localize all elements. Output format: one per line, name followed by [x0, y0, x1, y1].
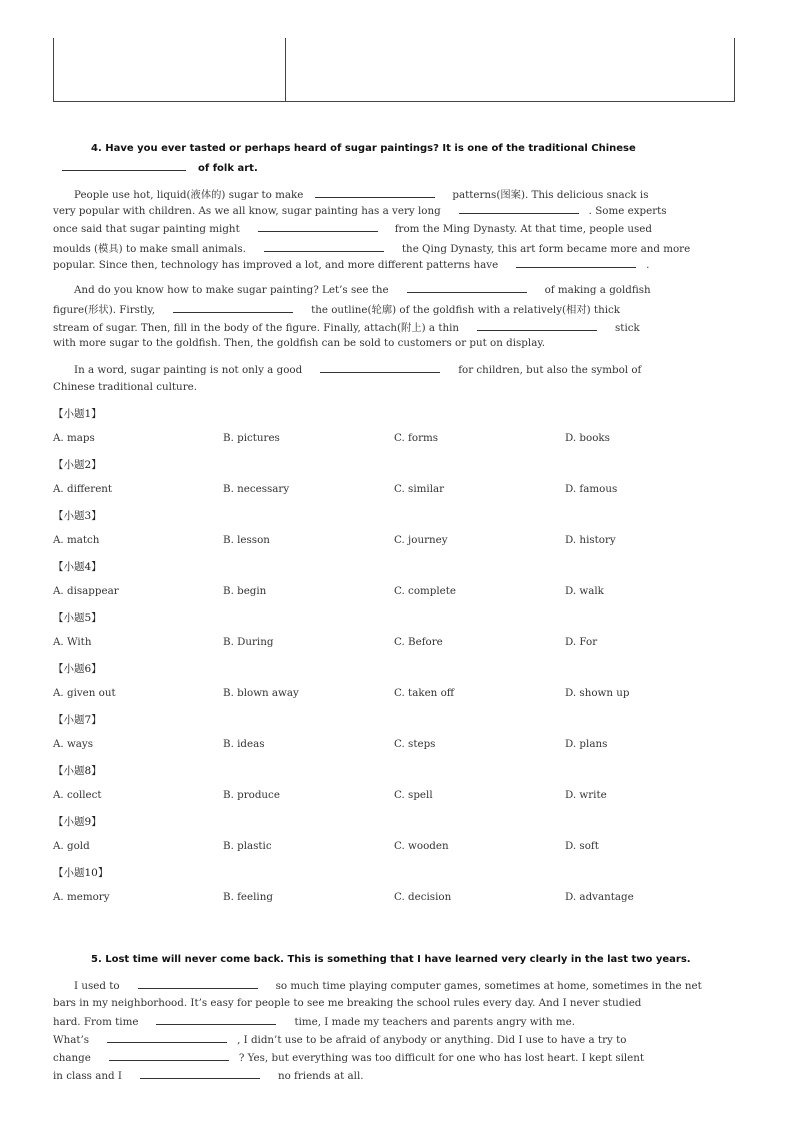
blank-3[interactable]	[258, 222, 378, 232]
answer-option[interactable]: C. forms	[394, 432, 439, 444]
answer-option[interactable]: C. spell	[394, 789, 433, 801]
passage-line: In a word, sugar painting is not only a good for children, but also the symbol of	[74, 364, 642, 376]
passage-line: in class and I no friends at all.	[53, 1070, 364, 1082]
answer-option[interactable]: B. feeling	[223, 891, 273, 903]
question-label: 【小题10】	[53, 867, 109, 879]
blank-4[interactable]	[264, 242, 384, 252]
blank-6[interactable]	[407, 283, 527, 293]
question-label: 【小题7】	[53, 714, 102, 726]
answer-option[interactable]: C. Before	[394, 636, 443, 648]
q4-title-line1: 4. Have you ever tasted or perhaps heard of sugar paintings? It is one of the traditional Chinese	[91, 143, 636, 154]
answer-option[interactable]: D. walk	[565, 585, 604, 597]
blank-1[interactable]	[315, 188, 435, 198]
answer-option[interactable]: A. given out	[53, 687, 116, 699]
q4-title-line2: of folk art.	[60, 161, 258, 174]
answer-option[interactable]: A. memory	[53, 891, 110, 903]
passage-line: I used to so much time playing computer games, sometimes at home, sometimes in the net	[74, 980, 702, 992]
passage-line: once said that sugar painting might from the Ming Dynasty. At that time, people used	[53, 223, 652, 235]
blank-q5-4[interactable]	[109, 1051, 229, 1061]
answer-option[interactable]: C. journey	[394, 534, 448, 546]
answer-option[interactable]: B. begin	[223, 585, 267, 597]
blank-q5-2[interactable]	[156, 1015, 276, 1025]
answer-option[interactable]: D. history	[565, 534, 616, 546]
blank-input[interactable]	[62, 161, 186, 171]
answer-option[interactable]: B. lesson	[223, 534, 270, 546]
question-label: 【小题8】	[53, 765, 102, 777]
answer-option[interactable]: D. shown up	[565, 687, 630, 699]
answer-option[interactable]: D. famous	[565, 483, 618, 495]
answer-option[interactable]: D. advantage	[565, 891, 634, 903]
answer-option[interactable]: C. similar	[394, 483, 445, 495]
blank-q5-5[interactable]	[140, 1069, 260, 1079]
answer-option[interactable]: A. With	[53, 636, 92, 648]
question-label: 【小题4】	[53, 561, 102, 573]
blank-5[interactable]	[516, 258, 636, 268]
answer-option[interactable]: C. taken off	[394, 687, 455, 699]
question-label: 【小题6】	[53, 663, 102, 675]
answer-option[interactable]: C. complete	[394, 585, 456, 597]
answer-table-fragment	[53, 38, 735, 102]
question-label: 【小题3】	[53, 510, 102, 522]
answer-option[interactable]: A. different	[53, 483, 113, 495]
question-label: 【小题9】	[53, 816, 102, 828]
answer-option[interactable]: C. wooden	[394, 840, 449, 852]
answer-option[interactable]: C. steps	[394, 738, 436, 750]
passage-line: bars in my neighborhood. It’s easy for people to see me breaking the school rules every day. And I never studied	[53, 997, 642, 1009]
passage-line: hard. From time time, I made my teachers and parents angry with me.	[53, 1016, 576, 1028]
table-divider	[285, 38, 286, 101]
blank-q5-3[interactable]	[107, 1033, 227, 1043]
answer-option[interactable]: C. decision	[394, 891, 452, 903]
answer-option[interactable]: B. produce	[223, 789, 280, 801]
passage-line: change ? Yes, but everything was too difficult for one who has lost heart. I kept silent	[53, 1052, 645, 1064]
question-label: 【小题2】	[53, 459, 102, 471]
blank-8[interactable]	[477, 321, 597, 331]
blank-9[interactable]	[320, 363, 440, 373]
answer-option[interactable]: D. soft	[565, 840, 599, 852]
passage-line: figure(形状). Firstly, the outline(轮廓) of the goldfish with a relatively(相对) thick	[53, 304, 620, 316]
passage-line: Chinese traditional culture.	[53, 381, 197, 393]
question-label: 【小题5】	[53, 612, 102, 624]
answer-option[interactable]: D. books	[565, 432, 610, 444]
answer-option[interactable]: D. For	[565, 636, 598, 648]
passage-line: People use hot, liquid(液体的) sugar to make patterns(图案). This delicious snack is	[74, 189, 649, 201]
q5-title: 5. Lost time will never come back. This is something that I have learned very clearly in the last two years.	[91, 954, 691, 965]
answer-option[interactable]: A. ways	[53, 738, 94, 750]
passage-line: popular. Since then, technology has improved a lot, and more different patterns have .	[53, 259, 650, 271]
answer-option[interactable]: D. plans	[565, 738, 608, 750]
answer-option[interactable]: A. collect	[53, 789, 102, 801]
answer-option[interactable]: B. blown away	[223, 687, 299, 699]
answer-option[interactable]: A. gold	[53, 840, 90, 852]
answer-option[interactable]: B. plastic	[223, 840, 272, 852]
passage-line: with more sugar to the goldfish. Then, the goldfish can be sold to customers or put on display.	[53, 337, 546, 349]
question-label: 【小题1】	[53, 408, 102, 420]
passage-line: What’s , I didn’t use to be afraid of anybody or anything. Did I use to have a try to	[53, 1034, 627, 1046]
answer-option[interactable]: A. maps	[53, 432, 95, 444]
answer-option[interactable]: B. ideas	[223, 738, 265, 750]
answer-option[interactable]: B. necessary	[223, 483, 290, 495]
passage-line: stream of sugar. Then, fill in the body of the figure. Finally, attach(附上) a thin stick	[53, 322, 640, 334]
answer-option[interactable]: B. During	[223, 636, 274, 648]
passage-line: And do you know how to make sugar painting? Let’s see the of making a goldfish	[74, 284, 651, 296]
answer-option[interactable]: A. match	[53, 534, 100, 546]
passage-line: moulds (模具) to make small animals. the Qing Dynasty, this art form became more and more	[53, 243, 691, 255]
blank-7[interactable]	[173, 303, 293, 313]
blank-q5-1[interactable]	[138, 979, 258, 989]
blank-2[interactable]	[459, 204, 579, 214]
answer-option[interactable]: D. write	[565, 789, 607, 801]
answer-option[interactable]: B. pictures	[223, 432, 280, 444]
passage-line: very popular with children. As we all know, sugar painting has a very long . Some experts	[53, 205, 667, 217]
answer-option[interactable]: A. disappear	[53, 585, 119, 597]
